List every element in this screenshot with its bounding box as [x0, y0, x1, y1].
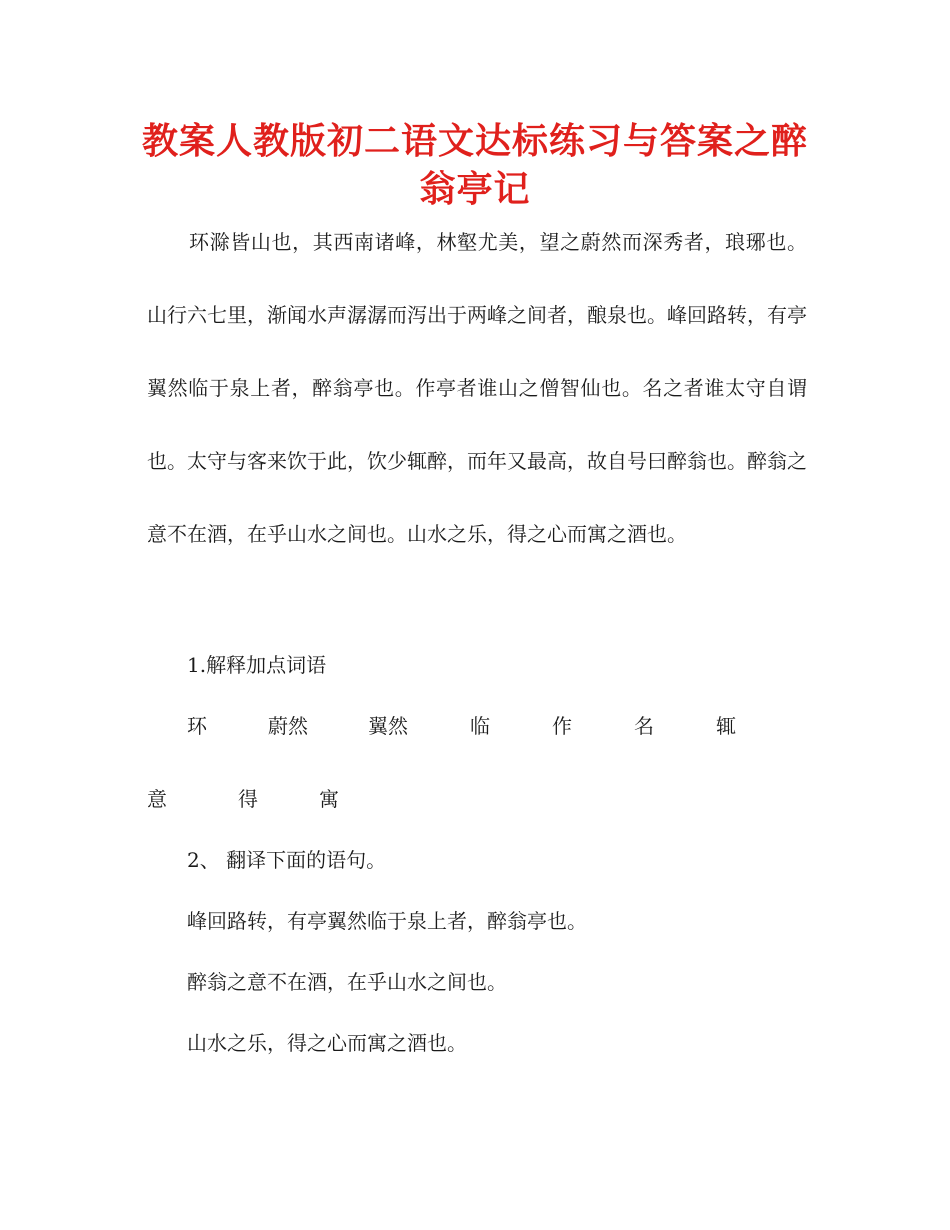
vocab-word: 临 [470, 714, 490, 738]
vocab-word: 翼然 [368, 714, 408, 738]
question-2-heading: 2、 翻译下面的语句。 [187, 848, 387, 872]
translation-sentence: 山水之乐，得之心而寓之酒也。 [187, 1031, 467, 1055]
vocab-word: 环 [187, 714, 207, 738]
vocab-word: 辄 [716, 714, 736, 738]
vocab-word: 得 [238, 787, 258, 811]
vocab-word: 蔚然 [268, 714, 308, 738]
vocab-word: 作 [552, 714, 572, 738]
vocab-word: 寓 [319, 787, 339, 811]
question-1-heading: 1.解释加点词语 [187, 653, 327, 677]
vocab-word: 名 [634, 714, 654, 738]
vocab-word: 意 [147, 787, 167, 811]
translation-sentence: 峰回路转，有亭翼然临于泉上者，醉翁亭也。 [187, 909, 587, 933]
document-title: 教案人教版初二语文达标练习与答案之醉翁亭记 [141, 121, 808, 210]
passage-paragraph: 环滁皆山也，其西南诸峰，林壑尤美，望之蔚然而深秀者，琅琊也。山行六七里，渐闻水声潺潺而泻出于两峰之间者，酿泉也。峰回路转，有亭翼然临于泉上者，醉翁亭也。作亭者谁山之僧智仙也。名之者谁太守自谓也。太守与客来饮于此，饮少辄醉，而年又最高，故自号曰醉翁也。醉翁之意不在酒，在乎山水之间也。山水之乐，得之心而寓之酒也。 [147, 230, 807, 546]
translation-sentence: 醉翁之意不在酒，在乎山水之间也。 [187, 970, 507, 994]
